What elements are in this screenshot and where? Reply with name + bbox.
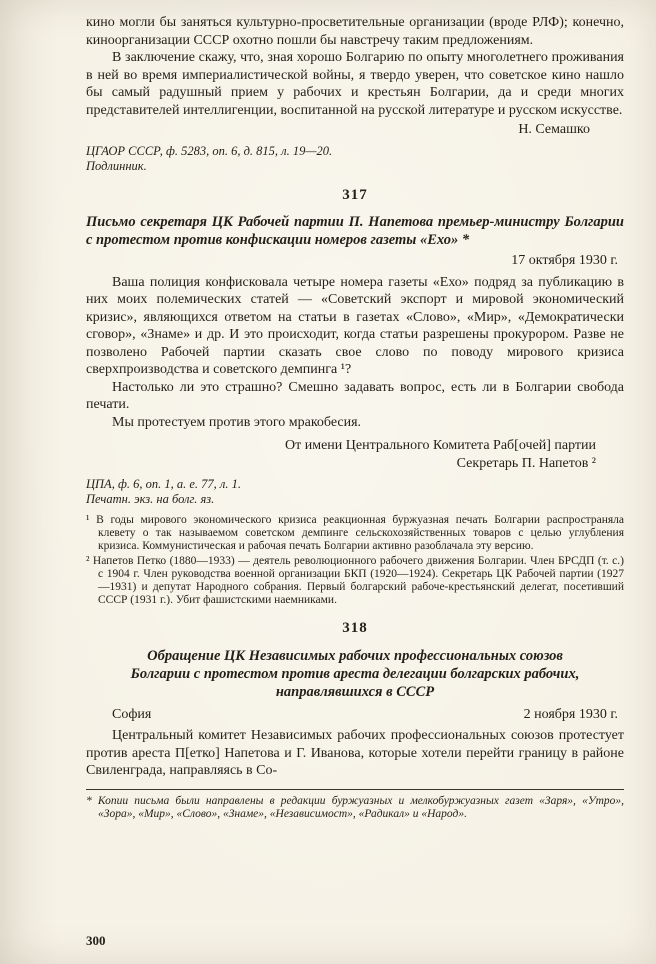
document-number: 317 — [342, 186, 368, 203]
document-date: 17 октября 1930 г. — [511, 253, 618, 268]
signoff-block — [86, 437, 624, 472]
footnote-text: Копии письма были направлены в редакции буржуазных и мелкобуржуазных газет «Заря», «Утро», «Зора», «Мир», «Слово», «Знаме», «Независимост», «Радикал» и «Народ». — [97, 794, 625, 820]
paragraph: Центральный комитет Независимых рабочих профессиональных союзов протестует против ареста П[етко] Напетова и Г. Иванова, которые хотели перейти границу в районе Свиленграда, направляясь в Со- — [86, 728, 624, 778]
document-title: Письмо секретаря ЦК Рабочей партии П. Напетова премьер-министру Болгарии с протестом против конфискации номеров газеты «Ехо» * — [86, 214, 624, 248]
paragraph: Ваша полиция конфисковала четыре номера газеты «Ехо» подряд за публикацию в них моих полемических статей — «Советский экспорт и мировой экономический кризис», являющихся ответом на статьи в газетах «Слово», «Мир», «Демократически сговор», «Знаме» и др. И это происходит, когда статьи разрешены прокурором. Разве не позволено Рабочей партии сказать свое слово по поводу мирового кризиса сверхпроизводства и советского демпинга ¹? — [86, 274, 624, 377]
footnote-text: Напетов Петко (1880—1933) — деятель революционного рабочего движения Болгарии. Член БРСДП (т. с.) с 1904 г. Член руководства военной организации БКП (1920—1924). Секретарь ЦК Рабочей партии (1927—1931) и депутат Народного собрания. Первый болгарский рабоче-крестьянский делегат, посетивший СССР (1931 г.). Убит фашистскими наемниками. — [92, 555, 624, 606]
archive-reference — [86, 144, 624, 174]
footnote-1 — [86, 514, 624, 553]
document-title-line: Болгарии с протестом против ареста делегации болгарских рабочих, — [130, 665, 580, 682]
doc-317 — [86, 187, 624, 608]
footnote-text: В годы мирового экономического кризиса реакционная буржуазная печать Болгарии распространяла клевету о так называемом советском демпинге сельскохозяйственных товаров с целью углубления кризиса. Коммунистическая и рабочая печать Болгарии активно разоблачала эту версию. — [96, 514, 624, 552]
signature: Н. Семашко — [518, 122, 590, 137]
paragraph: В заключение скажу, что, зная хорошо Болгарию по опыту многолетнего проживания в ней во время империалистической войны, я твердо уверен, что советское кино нашло бы самый радушный прием у рабочих и крестьян Болгарии, да и среди многих представителей интеллигенции, воспитанной на русской литературе и русском искусстве. — [86, 50, 624, 118]
document-title-line: направлявшихся в СССР — [275, 683, 435, 700]
archive-reference-line: ЦГАОР СССР, ф. 5283, оп. 6, д. 815, л. 19—20. — [86, 143, 333, 158]
doc-318 — [86, 620, 624, 780]
paragraph: Настолько ли это страшно? Смешно задавать вопрос, есть ли в Болгарии свобода печати. — [86, 379, 624, 412]
document-number: 318 — [342, 620, 368, 636]
paragraph: кино могли бы заняться культурно-просветительные организации (вроде РЛФ); конечно, киноорганизации СССР охотно пошли бы навстречу таким предложениям. — [86, 15, 624, 48]
footnotes-block — [86, 514, 624, 607]
page-number: 300 — [86, 932, 106, 948]
archive-reference-line: Подлинник. — [86, 158, 147, 173]
signoff-line: Секретарь П. Напетов ² — [456, 455, 596, 471]
paragraph: Мы протестуем против этого мракобесия. — [112, 414, 362, 430]
star-footnote — [86, 795, 624, 822]
signoff-line: От имени Центрального Комитета Раб[очей] партии — [285, 438, 596, 453]
footnote-marker: ² — [86, 555, 93, 567]
doc-316-continuation — [86, 14, 624, 174]
footnote-marker: ¹ — [86, 514, 97, 526]
document-date: 2 ноября 1930 г. — [523, 706, 618, 722]
document-place: София — [112, 706, 152, 722]
archive-reference-line: ЦПА, ф. 6, оп. 1, а. е. 77, л. 1. — [86, 477, 241, 491]
footnote-2 — [86, 555, 624, 607]
place-date-row — [86, 706, 624, 724]
footnote-marker: * — [86, 794, 98, 807]
archive-reference-line: Печатн. экз. на болг. яз. — [86, 492, 215, 506]
archive-reference — [86, 477, 624, 507]
footnote-divider — [86, 789, 624, 790]
document-title-line: Обращение ЦК Независимых рабочих профессиональных союзов — [147, 647, 563, 664]
